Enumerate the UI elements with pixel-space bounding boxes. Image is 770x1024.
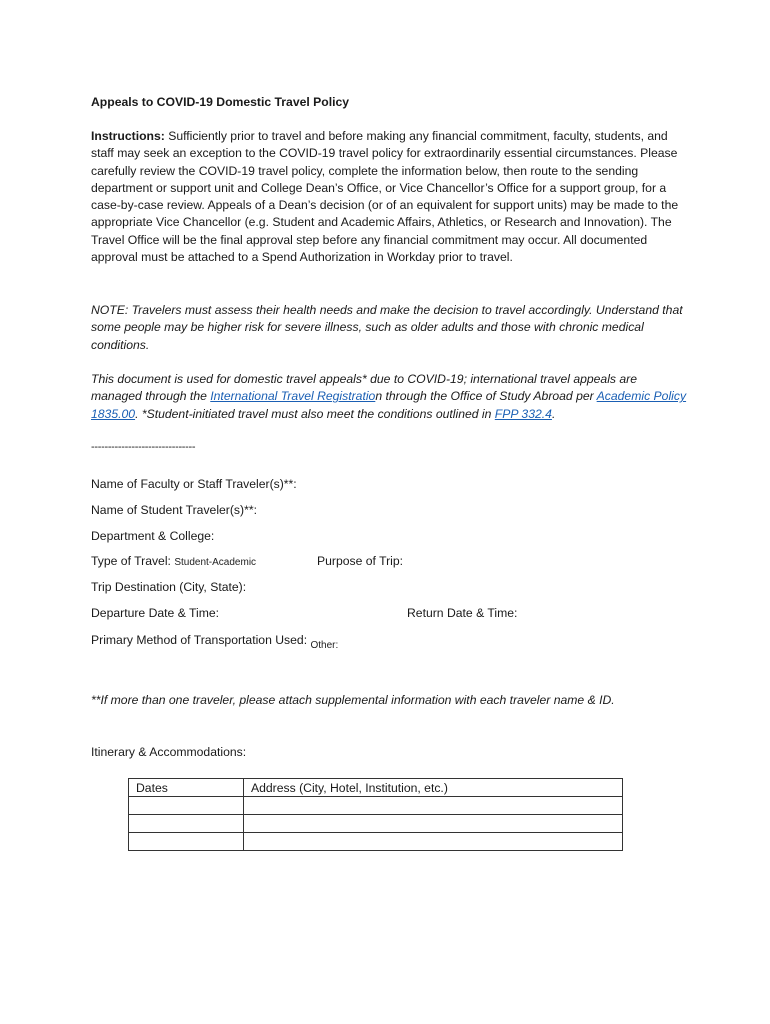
instructions-text: Sufficiently prior to travel and before making any financial commitment, faculty, students, and staff may seek an exception to the COVID-19 travel policy for extraordinarily essential circumstances. Please carefully review the COVID-19 travel policy, complete the information below, then route to the sending department or support unit and College Dean’s Office, or Vice Chancellor’s Office for a support group, for a case-by-case review. Appeals of a Dean’s decision (or of an equivalent for support units) may be made to the appropriate Vice Chancellor (e.g. Student and Academic Affairs, Athletics, or Research and Innovation). The Travel Office will be the final approval step before any financial commitment may occur. All documented approval must be attached to a Spend Authorization in Workday prior to travel. <box>91 129 679 265</box>
type-of-travel-label: Type of Travel: <box>91 554 171 568</box>
table-row[interactable] <box>129 833 623 851</box>
itinerary-label: Itinerary & Accommodations: <box>91 745 247 759</box>
itinerary-table <box>128 778 623 851</box>
note-paragraph: NOTE: Travelers must assess their health needs and make the decision to travel accordingly. Understand that some people may be higher risk for severe illness, such as older adults and those with chronic medical conditions. <box>91 303 683 352</box>
table-cell[interactable] <box>129 833 244 851</box>
departure-field[interactable]: Departure Date & Time: <box>91 606 220 620</box>
table-cell[interactable] <box>244 815 623 833</box>
intl-text-3: . *Student-initiated travel must also meet the conditions outlined in <box>135 406 495 421</box>
instructions-paragraph <box>91 128 687 266</box>
type-of-travel-field[interactable] <box>91 554 256 568</box>
faculty-traveler-field[interactable]: Name of Faculty or Staff Traveler(s)**: <box>91 477 297 491</box>
section-divider: ------------------------------- <box>91 441 196 453</box>
department-field[interactable]: Department & College: <box>91 529 215 543</box>
address-header: Address (City, Hotel, Institution, etc.) <box>244 779 623 797</box>
intl-text-2: n through the Office of Study Abroad per <box>375 389 597 404</box>
international-paragraph <box>91 371 687 423</box>
table-header-row <box>129 779 623 797</box>
return-field[interactable]: Return Date & Time: <box>407 606 518 620</box>
table-cell[interactable] <box>129 797 244 815</box>
type-of-travel-value[interactable]: Student-Academic <box>174 557 257 568</box>
footnote: **If more than one traveler, please attach supplemental information with each traveler name & ID. <box>91 693 615 707</box>
dates-header: Dates <box>129 779 244 797</box>
table-cell[interactable] <box>244 797 623 815</box>
transportation-field[interactable] <box>91 633 339 651</box>
table-row[interactable] <box>129 797 623 815</box>
table-row[interactable] <box>129 815 623 833</box>
table-cell[interactable] <box>129 815 244 833</box>
transportation-value[interactable]: Other: <box>310 640 339 651</box>
fpp-link[interactable]: FPP 332.4 <box>494 406 552 421</box>
trip-destination-field[interactable]: Trip Destination (City, State): <box>91 580 247 594</box>
purpose-of-trip-field[interactable]: Purpose of Trip: <box>317 554 404 568</box>
instructions-label: Instructions: <box>91 129 165 143</box>
academic-policy-link[interactable]: Academic Policy 1835.00 <box>91 389 687 421</box>
transportation-label: Primary Method of Transportation Used: <box>91 633 308 647</box>
table-cell[interactable] <box>244 833 623 851</box>
student-traveler-field[interactable]: Name of Student Traveler(s)**: <box>91 503 257 517</box>
intl-text-1: This document is used for domestic travel appeals* due to COVID-19; international travel appeals are managed through the <box>91 372 638 404</box>
international-travel-registration-link[interactable]: International Travel Registratio <box>210 389 376 404</box>
document-title: Appeals to COVID-19 Domestic Travel Policy <box>91 95 350 109</box>
intl-text-4: . <box>551 406 556 421</box>
